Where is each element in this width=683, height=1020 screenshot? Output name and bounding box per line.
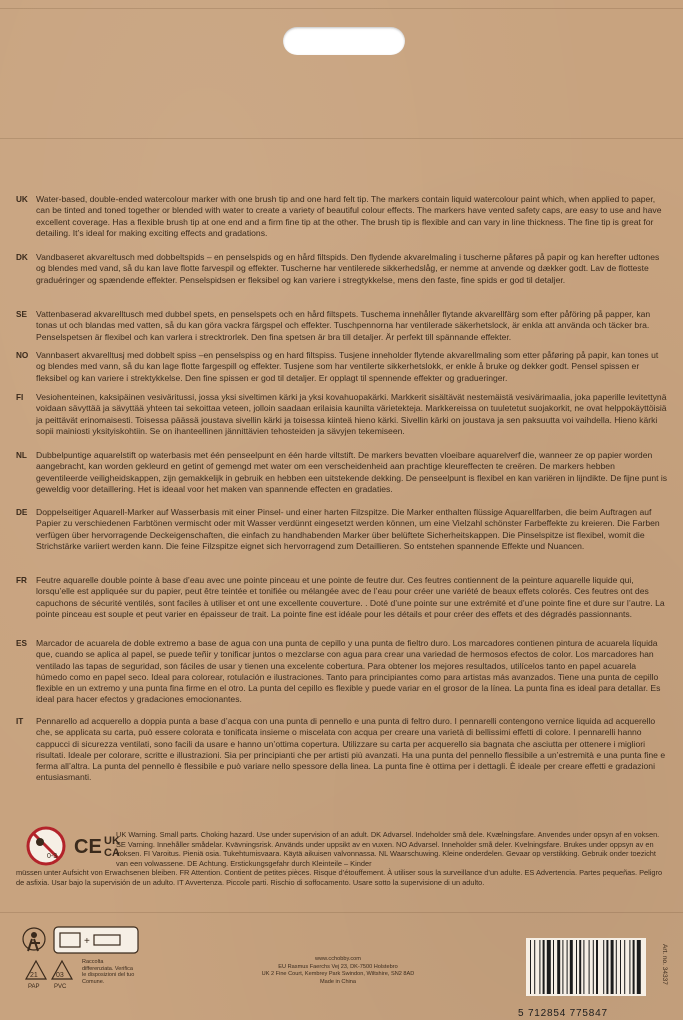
language-code: FI [16, 393, 24, 402]
barcode-bar [547, 940, 551, 994]
website: www.cchobby.com [315, 956, 361, 962]
svg-text:PAP: PAP [28, 984, 40, 990]
barcode-bar [616, 940, 617, 994]
barcode-bar [553, 940, 554, 994]
barcode-bar [603, 940, 604, 994]
barcode-bar [589, 940, 590, 994]
language-code: NO [16, 351, 29, 360]
text-block-uk [16, 194, 668, 239]
barcode [526, 938, 646, 996]
fold-line-bottom [0, 912, 683, 913]
language-code: SE [16, 310, 27, 319]
svg-text:03: 03 [56, 972, 64, 979]
ce-mark: CE [74, 836, 102, 858]
barcode-bar [543, 940, 545, 994]
warning-section [16, 826, 668, 896]
barcode-bar [611, 940, 614, 994]
barcode-bar [606, 940, 608, 994]
age-label: 0-3 [47, 853, 58, 860]
address-block [238, 956, 438, 986]
fold-line-top [0, 8, 683, 9]
fold-line [0, 138, 683, 139]
description-text: Vattenbaserad akvarelltusch med dubbel spets, en penselspets och en hård filtspets. Tuschema innehåller flytande akvarellfärg som efter påföring på papper, kan tonas ut och blandas med vatten, så du kan göra vackra färgspel och effekter. Tuschpennorna har ventilerade säkerhetslock, är enkla att använda och täcker bra. Penselspetsen är flexibel och kan varlera i strecktrorlek. Den fina spetsen är bra till detaljer. Är perfekt till spännande effekter. [36, 309, 651, 342]
svg-text:21: 21 [30, 972, 38, 979]
barcode-bar [534, 940, 535, 994]
barcode-bar [539, 940, 540, 994]
text-block-it [16, 716, 668, 784]
eu-address: EU Rasmus Faerchs Vej 23, DK-7500 Holstebro [278, 963, 398, 970]
barcode-bar [576, 940, 577, 994]
barcode-bar [579, 940, 581, 994]
language-code: FR [16, 576, 27, 585]
text-block-fr [16, 575, 668, 620]
barcode-bar [530, 940, 531, 994]
language-code: UK [16, 195, 28, 204]
uk-address: UK 2 Fine Court, Kembrey Park Swindon, Wiltshire, SN2 8AD [261, 971, 415, 978]
text-block-no [16, 350, 668, 384]
language-code: ES [16, 639, 27, 648]
barcode-bar [637, 940, 641, 994]
description-text: Marcador de acuarela de doble extremo a base de agua con una punta de cepillo y una punta de fieltro duro. Los marcadores contienen pintura de acuarela líquida que, cuando se aplica al papel, se puede teñir y tonificar juntos o mezclarse con agua para crear una variedad de hermosos efectos de color. Los marcadores han ventilado las tapas de seguridad, son fáciles de usar y tienen una excelente cobertura. Para obtener los mejores resultados, utilícelos tanto en papel acuarela húmedo como en papel seco. Ideal para colorear, rotulación e ilustraciones. Tanto para principiantes como para artistas más avanzados. Tiene una punta de cepillo flexible en un extremo y una punta fina firme en el otro. La punta del cepillo es flexible y puede variar en el grosor de la línea. La punta fina es ideal para detallar. Es ideal para hacer efectos y gradaciones emocionantes. [36, 638, 661, 705]
language-code: NL [16, 451, 27, 460]
language-code: IT [16, 717, 24, 726]
text-block-fi [16, 392, 668, 437]
language-code: DK [16, 253, 28, 262]
language-code: DE [16, 508, 28, 517]
text-block-es [16, 638, 668, 706]
barcode-bar [567, 940, 568, 994]
text-block-dk [16, 252, 668, 286]
hang-hole [283, 27, 405, 55]
description-text: Dubbelpuntige aquarelstift op waterbasis met één penseelpunt en één harde viltstift. De markers bevatten vloeibare aquarelverf die, wanneer ze op papier worden aangebracht, kan worden gekleurd en getint of gemengd met water om een verscheidenheid aan prachtige kleureffecten te creëren. De markers hebben geventileerde veiligheidskappen, zijn gemakkelijk in gebruik en hebben een uitstekende dekking. De penseelpunt is flexibel en kan variëren in lijndikte. De fijne punt is geweldig voor detaillering. Het is ideaal voor het maken van spannende effecten en gradaties. [36, 450, 668, 494]
article-number: Art. no. 34337 [661, 944, 668, 985]
barcode-bar [583, 940, 584, 994]
text-block-se [16, 309, 668, 343]
barcode-bar [620, 940, 621, 994]
barcode-bar [629, 940, 630, 994]
packaging-sorting-icon [54, 927, 138, 953]
tidyman-icon [23, 928, 45, 951]
barcode-bar [593, 940, 594, 994]
recycling-caption: Raccolta differenziata. Verifica le disposizioni del tuo Comune. [82, 959, 135, 985]
text-block-nl [16, 450, 668, 495]
description-text: Pennarello ad acquerello a doppia punta a base d’acqua con una punta di pennello e una punta di feltro duro. I pennarelli contengono vernice liquida ad acquerello che, se applicata su carta, può essere colorata e tonificata insieme o miscelata con acqua per creare una varietà di bellissimi effetti di colore. I pennarelli hanno cappucci di sicurezza ventilati, sono facili da usare e hanno un’ottima copertura. Utilizzare su carta per acquerello sia bagnata che asciutta per ottenere i migliori risultati. Ideale per colorare, scritte e illustrazioni. Sia per principianti che per artisti più avanzati. Ha una punta del pennello flessibile a un’estremità e una punta fine e ferma all’altra. La punta del pennello è flessibile e può variare nello spessore della linea. La punta fine è ottima per i dettagli. È ideale per creare effetti e gradazioni entusiasmanti. [36, 716, 666, 783]
barcode-bar [624, 940, 625, 994]
warning-text: UK Warning. Small parts. Choking hazard. Use under supervision of an adult. DK Advarsel. Indeholder små dele. Kvælningsfare. Anvendes under opsyn af en voksen. SE Varning. Innehåller smådelar. Kvävningsrisk. Används under uppsikt av en vuxen. NO Advarsel. Inneholder små deler. Kvelningsfare. Brukes under oppsyn av en voksen. FI Varoitus. Pieniä osia. Tukehtumisvaara. Käytä aikuisen valvonnassa. NL Waarschuwing. Kleine onderdelen. Gevaar op verstikking. Gebruik onder toezicht van een volwassene. DE Achtung. Erstickungsgefahr durch Kleinteile – Kinder [116, 830, 660, 868]
text-block-de [16, 507, 668, 552]
ukca-mark-top: UK [104, 835, 120, 847]
description-text: Doppelseitiger Aquarell-Marker auf Wasserbasis mit einer Pinsel- und einer harten Filzspitze. Die Marker enthalten flüssige Aquarellfarben, die beim Auftragen auf Papier zu verschiedenen Farbtönen vermischt oder mit Wasser verdünnt eingesetzt werden können, um eine Vielzahl schönster Farbeffekte zu kreieren. Die Farben verfügen über hervorragende Deckeigenschaften, die einfach zu handhabenden Marker über belüftete Sicherheitskappen. Die Pinselspitze ist flexibel, womit die Strichstärke variiert werden kann. Die feine Filzspitze eignet sich hervorragend zum Detaillieren. So entstehen spannende Effekte und Nuancen. [36, 507, 660, 551]
barcode-bar [596, 940, 598, 994]
barcode-bar [557, 940, 560, 994]
made-in: Made in China [319, 978, 357, 985]
barcode-digits: 5 712854 775847 [518, 1008, 608, 1019]
description-text: Vesiohenteinen, kaksipäinen vesiväritussi, jossa yksi siveltimen kärki ja yksi kovahuopakärki. Markkerit sisältävät nestemäistä vesivärimaalia, joka paperille levitettynä voidaan sävyttää ja sävyttää yhteen tai sekoittaa veteen, jolloin saadaan erilaisia kaunilta värietekteja. Markkereissa on tuuletetut suojakorkit, ne ovat helppokäyttöisiä ja peittävät erinomaisesti. Toisessa päässä joustava sivellin kärki ja toisessa kiinteä hieno kärki. Sivellin kärki on joustava ja sen paksuutta voi vaihdella. Hieno kärki sopii mainiosti yksityiskohtiin. Se on ihanteellinen jännittävien tehosteiden ja sävyjen tekemiseen. [36, 392, 667, 436]
description-text: Vandbaseret akvareltusch med dobbeltspids – en penselspids og en hård filtspids. Den flydende akvarelmaling i tuscherne påføres på papir og kan herefter udtones og blendes med vand, så du kan lave flotte farvespil og effekter. Tuscherne har ventilerede sikkerhedslåg, er nemme at anvende og dækker godt. Lav de flotteste graduéringer og spændende effekter. Penselspidsen er fleksibel og kan variere i stregtykkelse, mens den faste, fine spids er god til detaljer. [36, 252, 660, 285]
barcode-bar [633, 940, 635, 994]
svg-text:PVC: PVC [54, 984, 67, 990]
svg-text:+: + [84, 936, 90, 947]
recycle-code-pvc-icon [52, 961, 72, 990]
barcode-bars [526, 938, 646, 996]
description-text: Vannbasert akvarelltusj med dobbelt spiss –en penselspiss og en hard filtspiss. Tusjene inneholder flytende akvarellmaling som etter påføring på papir, kan tones ut og blendes med vann, så du kan lage flotte fargespill og effekter. Tusjene som har ventilerte sikkerhetslokk, er enkle å bruke og dekker godt. Pensel spissen er fleksibel og kan variere i strektykkelse. Den fine spissen er god til detaljer. Er opplagt til spennende effekter og gradueringer. [36, 350, 659, 383]
recycling-info [22, 925, 242, 995]
barcode-bar [562, 940, 563, 994]
barcode-bar [570, 940, 573, 994]
description-text: Water-based, double-ended watercolour marker with one brush tip and one hard felt tip. The markers contain liquid watercolour paint which, when applied to paper, can be tinted and toned together or blended with water to create a variety of beautiful colour effects. The markers have vented safety caps, are easy to use and have excellent coverage. Has a flexible brush tip at one end and a firm fine tip at the other. The brush tip is flexible and can vary in line thickness. The fine tip is great for detailing. It’s ideal for making exciting effects and gradations. [36, 194, 662, 238]
description-text: Feutre aquarelle double pointe à base d’eau avec une pointe pinceau et une pointe de feutre dur. Ces feutres contiennent de la peinture aquarelle liquide qui, lorsqu’elle est appliquée sur du papier, peut être teintée et tonifiée ou mélangée avec de l’eau pour créer une variété de beaux effets colorés. Ces feutres ont des capuchons de sécurité ventilés, sont faciles à utiliser et ont une excellente couverture. . Doté d’une pointe sur une extrémité et d’une pointe fine et dure sur l’autre. La pointe pinceau est souple et peut varier en épaisseur de trait. La pointe fine est idéale pour les détails et pour créer des effets et des dégradés passionnants. [36, 575, 665, 619]
ukca-mark-bottom: CA [104, 847, 120, 859]
age-warning-icon [28, 828, 64, 864]
recycle-code-pap-icon [26, 961, 46, 990]
warning-text-continued: müssen unter Aufsicht von Erwachsenen bleiben. FR Attention. Contient de petites pièces. Risque d’étouffement. À utiliser sous la surveillance d’un adulte. ES Advertencia. Partes pequeñas. Peligro de asfixia. Usar bajo la supervisión de un adulto. IT Avvertenza. Piccole parti. Rischio di soffocamento. Usare sotto la supervisione di un adulto. [16, 868, 663, 887]
